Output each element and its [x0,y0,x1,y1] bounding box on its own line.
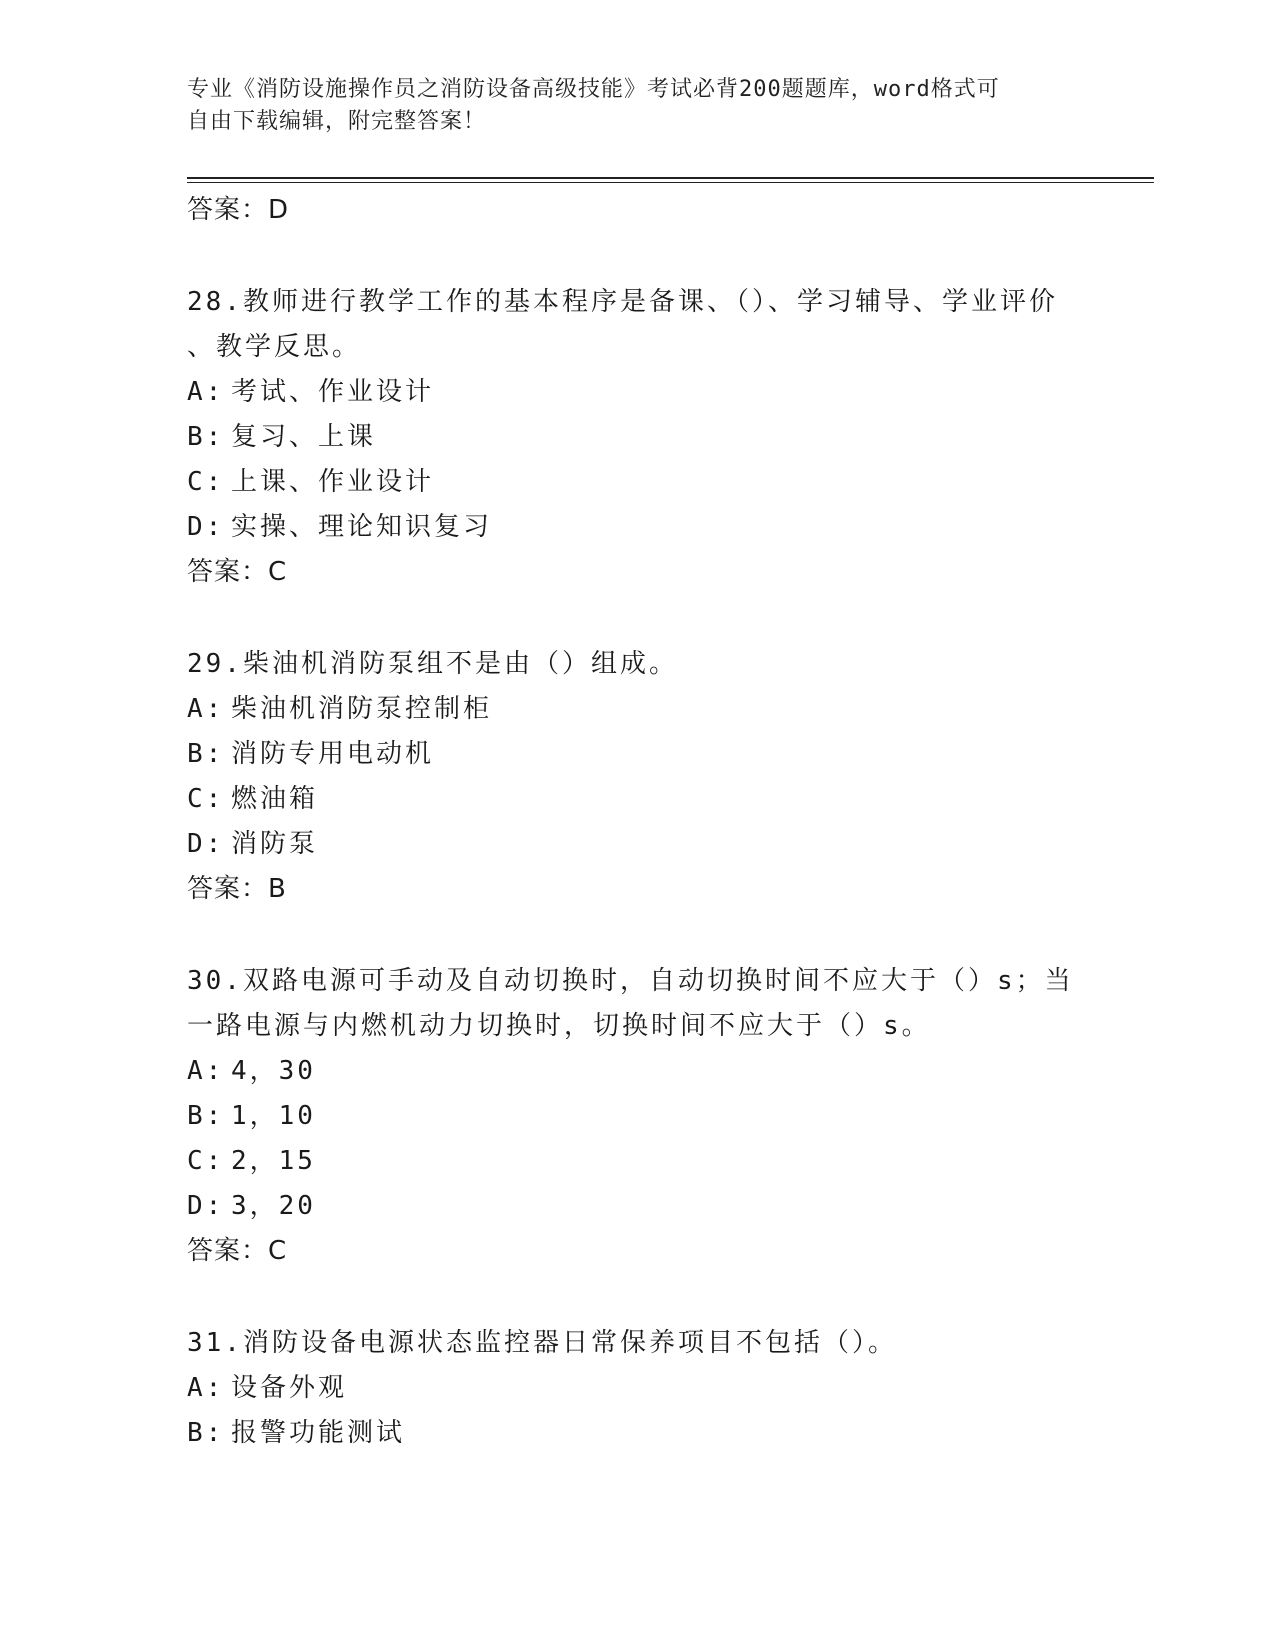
option-text: 复习、上课 [231,422,377,452]
option-letter: A: [187,694,225,724]
previous-answer: 答案：D [187,195,290,225]
option-b [187,732,1087,777]
option-text: 1，10 [231,1101,316,1131]
option-text: 4，30 [231,1056,316,1086]
option-letter: A: [187,1056,225,1086]
option-letter: A: [187,1373,225,1403]
option-letter: D: [187,829,225,859]
option-text: 消防泵 [231,829,319,859]
option-letter: B: [187,1418,225,1448]
option-letter: C: [187,467,225,497]
option-letter: D: [187,1191,225,1221]
option-c [187,777,1087,822]
option-c [187,1139,1087,1184]
option-text: 考试、作业设计 [231,377,435,407]
option-letter: B: [187,422,225,452]
option-text: 上课、作业设计 [231,467,435,497]
option-b [187,415,1087,460]
question-30 [187,959,1087,1273]
option-a [187,687,1087,732]
question-29 [187,642,1087,911]
question-stem-line: 31.消防设备电源状态监控器日常保养项目不包括（）。 [187,1328,897,1358]
option-letter: A: [187,377,225,407]
option-d [187,505,1087,550]
option-d [187,1184,1087,1229]
question-31 [187,1321,1087,1456]
option-text: 柴油机消防泵控制柜 [231,694,493,724]
header-divider-thin [187,182,1154,183]
option-letter: C: [187,784,225,814]
question-stem-line: 30.双路电源可手动及自动切换时，自动切换时间不应大于（）s；当 [187,966,1074,996]
option-text: 报警功能测试 [231,1418,406,1448]
question-28 [187,280,1087,594]
option-b [187,1094,1087,1139]
header-line-1: 专业《消防设施操作员之消防设备高级技能》考试必背200题题库，word格式可 [187,77,1000,102]
answer-line: 答案：B [187,874,287,904]
option-text: 燃油箱 [231,784,319,814]
option-letter: B: [187,1101,225,1131]
question-stem-line: 28.教师进行教学工作的基本程序是备课、（）、学习辅导、学业评价 [187,287,1058,317]
option-a [187,1049,1087,1094]
option-letter: C: [187,1146,225,1176]
option-text: 实操、理论知识复习 [231,512,493,542]
option-b [187,1411,1087,1456]
option-letter: B: [187,739,225,769]
option-text: 设备外观 [231,1373,348,1403]
question-list [187,188,1087,1456]
option-a [187,1366,1087,1411]
question-stem-line: 、教学反思。 [187,332,362,362]
option-c [187,460,1087,505]
option-a [187,370,1087,415]
option-d [187,822,1087,867]
page-header [187,74,1087,138]
option-text: 2，15 [231,1146,316,1176]
header-divider-thick [187,177,1154,179]
question-stem-line: 29.柴油机消防泵组不是由（）组成。 [187,649,678,679]
option-text: 消防专用电动机 [231,739,435,769]
option-text: 3，20 [231,1191,316,1221]
option-letter: D: [187,512,225,542]
header-line-2: 自由下载编辑，附完整答案！ [187,109,487,134]
answer-line: 答案：C [187,557,288,587]
question-stem-line: 一路电源与内燃机动力切换时，切换时间不应大于（）s。 [187,1011,931,1041]
answer-line: 答案：C [187,1236,288,1266]
